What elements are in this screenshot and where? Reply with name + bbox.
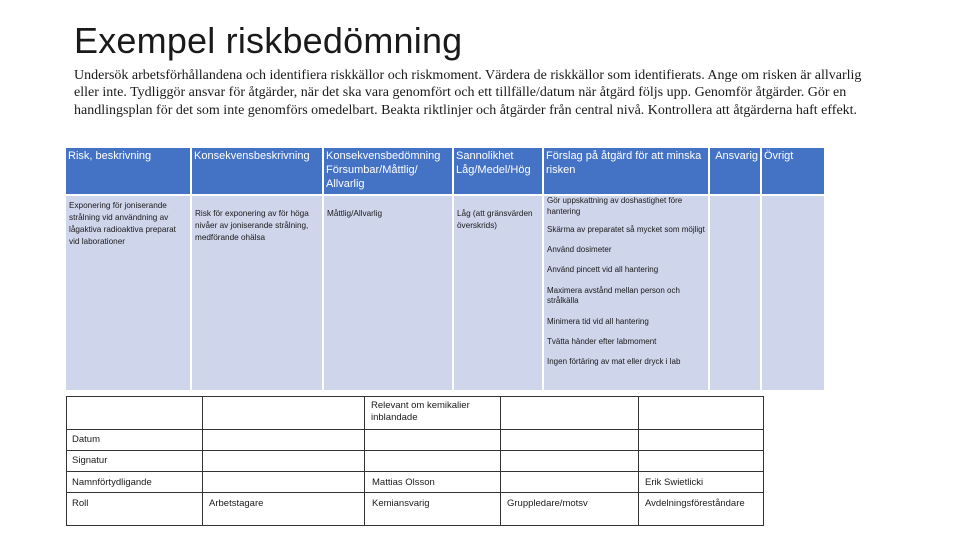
role-col3: Kemiansvarig [372,498,430,509]
divider [500,396,501,526]
header-consequence: Konsekvensbeskrivning [192,148,322,194]
divider [364,396,365,526]
date-label: Datum [72,434,100,445]
measure-item: Ingen förtäring av mat eller dryck i lab [547,356,681,366]
header-measures: Förslag på åtgärd för att minska risken [544,148,708,194]
measure-item: Gör uppskattning av doshastighet före hantering [547,196,683,216]
intro-paragraph: Undersök arbetsförhållandena och identifiera riskkällor och riskmoment. Värdera de riskkällor som identifierats. Ange om risken är allvarlig eller inte. Tydliggör ansvar för åtgärder, när det ska vara genomfört och ett tillfälle/datum när åtgärd följs upp. Genomför åtgärder. Gör en handlingsplan för det som inte genomförs omedelbart. Beakta riktlinjer och åtgärder från central nivå. Kontrollera att åtgärderna haft effekt. [74,68,862,118]
cell-responsible [710,196,760,390]
measure-item: Använd dosimeter [547,244,612,254]
measure-item: Minimera tid vid all hantering [547,316,649,326]
header-severity: Konsekvensbedömning Försumbar/Måttlig/ Allvarlig [324,148,452,194]
header-other: Övrigt [762,148,824,194]
measure-item: Skärma av preparatet så mycket som möjligt [547,225,705,234]
cell-other [762,196,824,390]
header-risk: Risk, beskrivning [66,148,190,194]
cell-severity: Måttlig/Allvarlig [324,196,452,390]
page-title: Exempel riskbedömning [74,20,463,61]
name-col5: Erik Swietlicki [645,477,704,488]
header-probability: Sannolikhet Låg/Medel/Hög [454,148,542,194]
measure-item: Maximera avstånd mellan person och strålkälla [547,285,680,305]
role-col2: Arbetstagare [209,498,264,509]
chemicals-label: Relevant om kemikalier inblandade [371,400,470,423]
divider [66,429,764,430]
divider [66,450,764,451]
cell-probability: Låg (att gränsvärden överskrids) [454,196,542,390]
divider [66,471,764,472]
cell-consequence: Risk för exponering av för höga nivåer av joniserande strålning, medförande ohälsa [192,196,322,390]
role-col4: Gruppledare/motsv [507,498,588,509]
name-col3: Mattias Olsson [372,477,435,488]
measure-item: Använd pincett vid all hantering [547,265,659,274]
role-col5: Avdelningsföreståndare [645,498,745,509]
cell-risk: Exponering för joniserande strålning vid användning av lågaktiva radioaktiva preparat vid laborationer [66,196,190,390]
signature-label: Signatur [72,455,108,466]
cell-measures [544,196,708,390]
divider [66,492,764,493]
divider [638,396,639,526]
name-label: Namnförtydligande [72,477,152,488]
role-label: Roll [72,498,89,509]
header-responsible: Ansvarig [710,148,760,194]
measure-item: Tvätta händer efter labmoment [547,337,657,346]
divider [202,396,203,526]
